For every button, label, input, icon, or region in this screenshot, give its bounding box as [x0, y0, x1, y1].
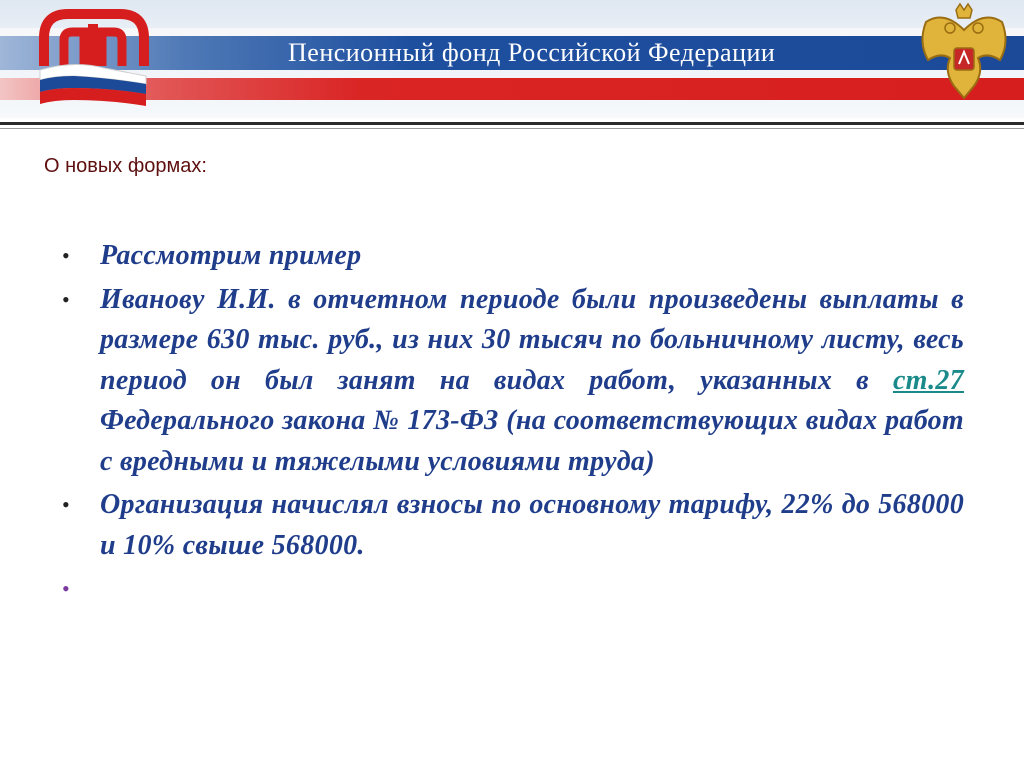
flag-stripe-red	[0, 78, 1024, 100]
bullet-item	[56, 236, 964, 277]
bullet-text: Рассмотрим пример	[100, 240, 362, 271]
bullet-text	[100, 569, 964, 610]
law-article-link[interactable]: ст.27	[892, 364, 964, 396]
bullet-text-after-link: Федерального закона № 173-ФЗ (на соответствующих видах работ с вредными и тяжелыми условиями труда)	[100, 405, 964, 477]
bullet-dot-icon: •	[62, 243, 70, 268]
bullet-text	[100, 280, 964, 483]
organization-title: Пенсионный фонд Российской Федерации	[288, 38, 776, 67]
header-banner	[0, 0, 1024, 118]
bullet-dot-icon: •	[62, 492, 70, 517]
bullet-text-before-link: Иванову И.И. в отчетном периоде были произведены выплаты в размере 630 тыс. руб., из них 30 тысяч по больничному листу, весь период он был занят на видах работ, указанных в	[100, 283, 964, 396]
bullet-item	[56, 485, 964, 566]
bullet-list	[56, 236, 964, 613]
bullet-text: Организация начислял взносы по основному тарифу, 22% до 568000 и 10% свыше 568000.	[100, 489, 964, 561]
bullet-dot-icon: •	[62, 286, 70, 312]
bullet-dot-icon: •	[62, 576, 70, 601]
slide-heading: О новых формах:	[44, 155, 207, 177]
header-divider	[0, 122, 1024, 125]
russian-coat-of-arms-icon	[914, 2, 1014, 106]
flag-stripe-white	[0, 28, 1024, 36]
bullet-item	[56, 569, 964, 610]
pfr-logo-icon	[34, 4, 152, 112]
bullet-item	[56, 280, 964, 483]
header-divider-thin	[0, 128, 1024, 129]
